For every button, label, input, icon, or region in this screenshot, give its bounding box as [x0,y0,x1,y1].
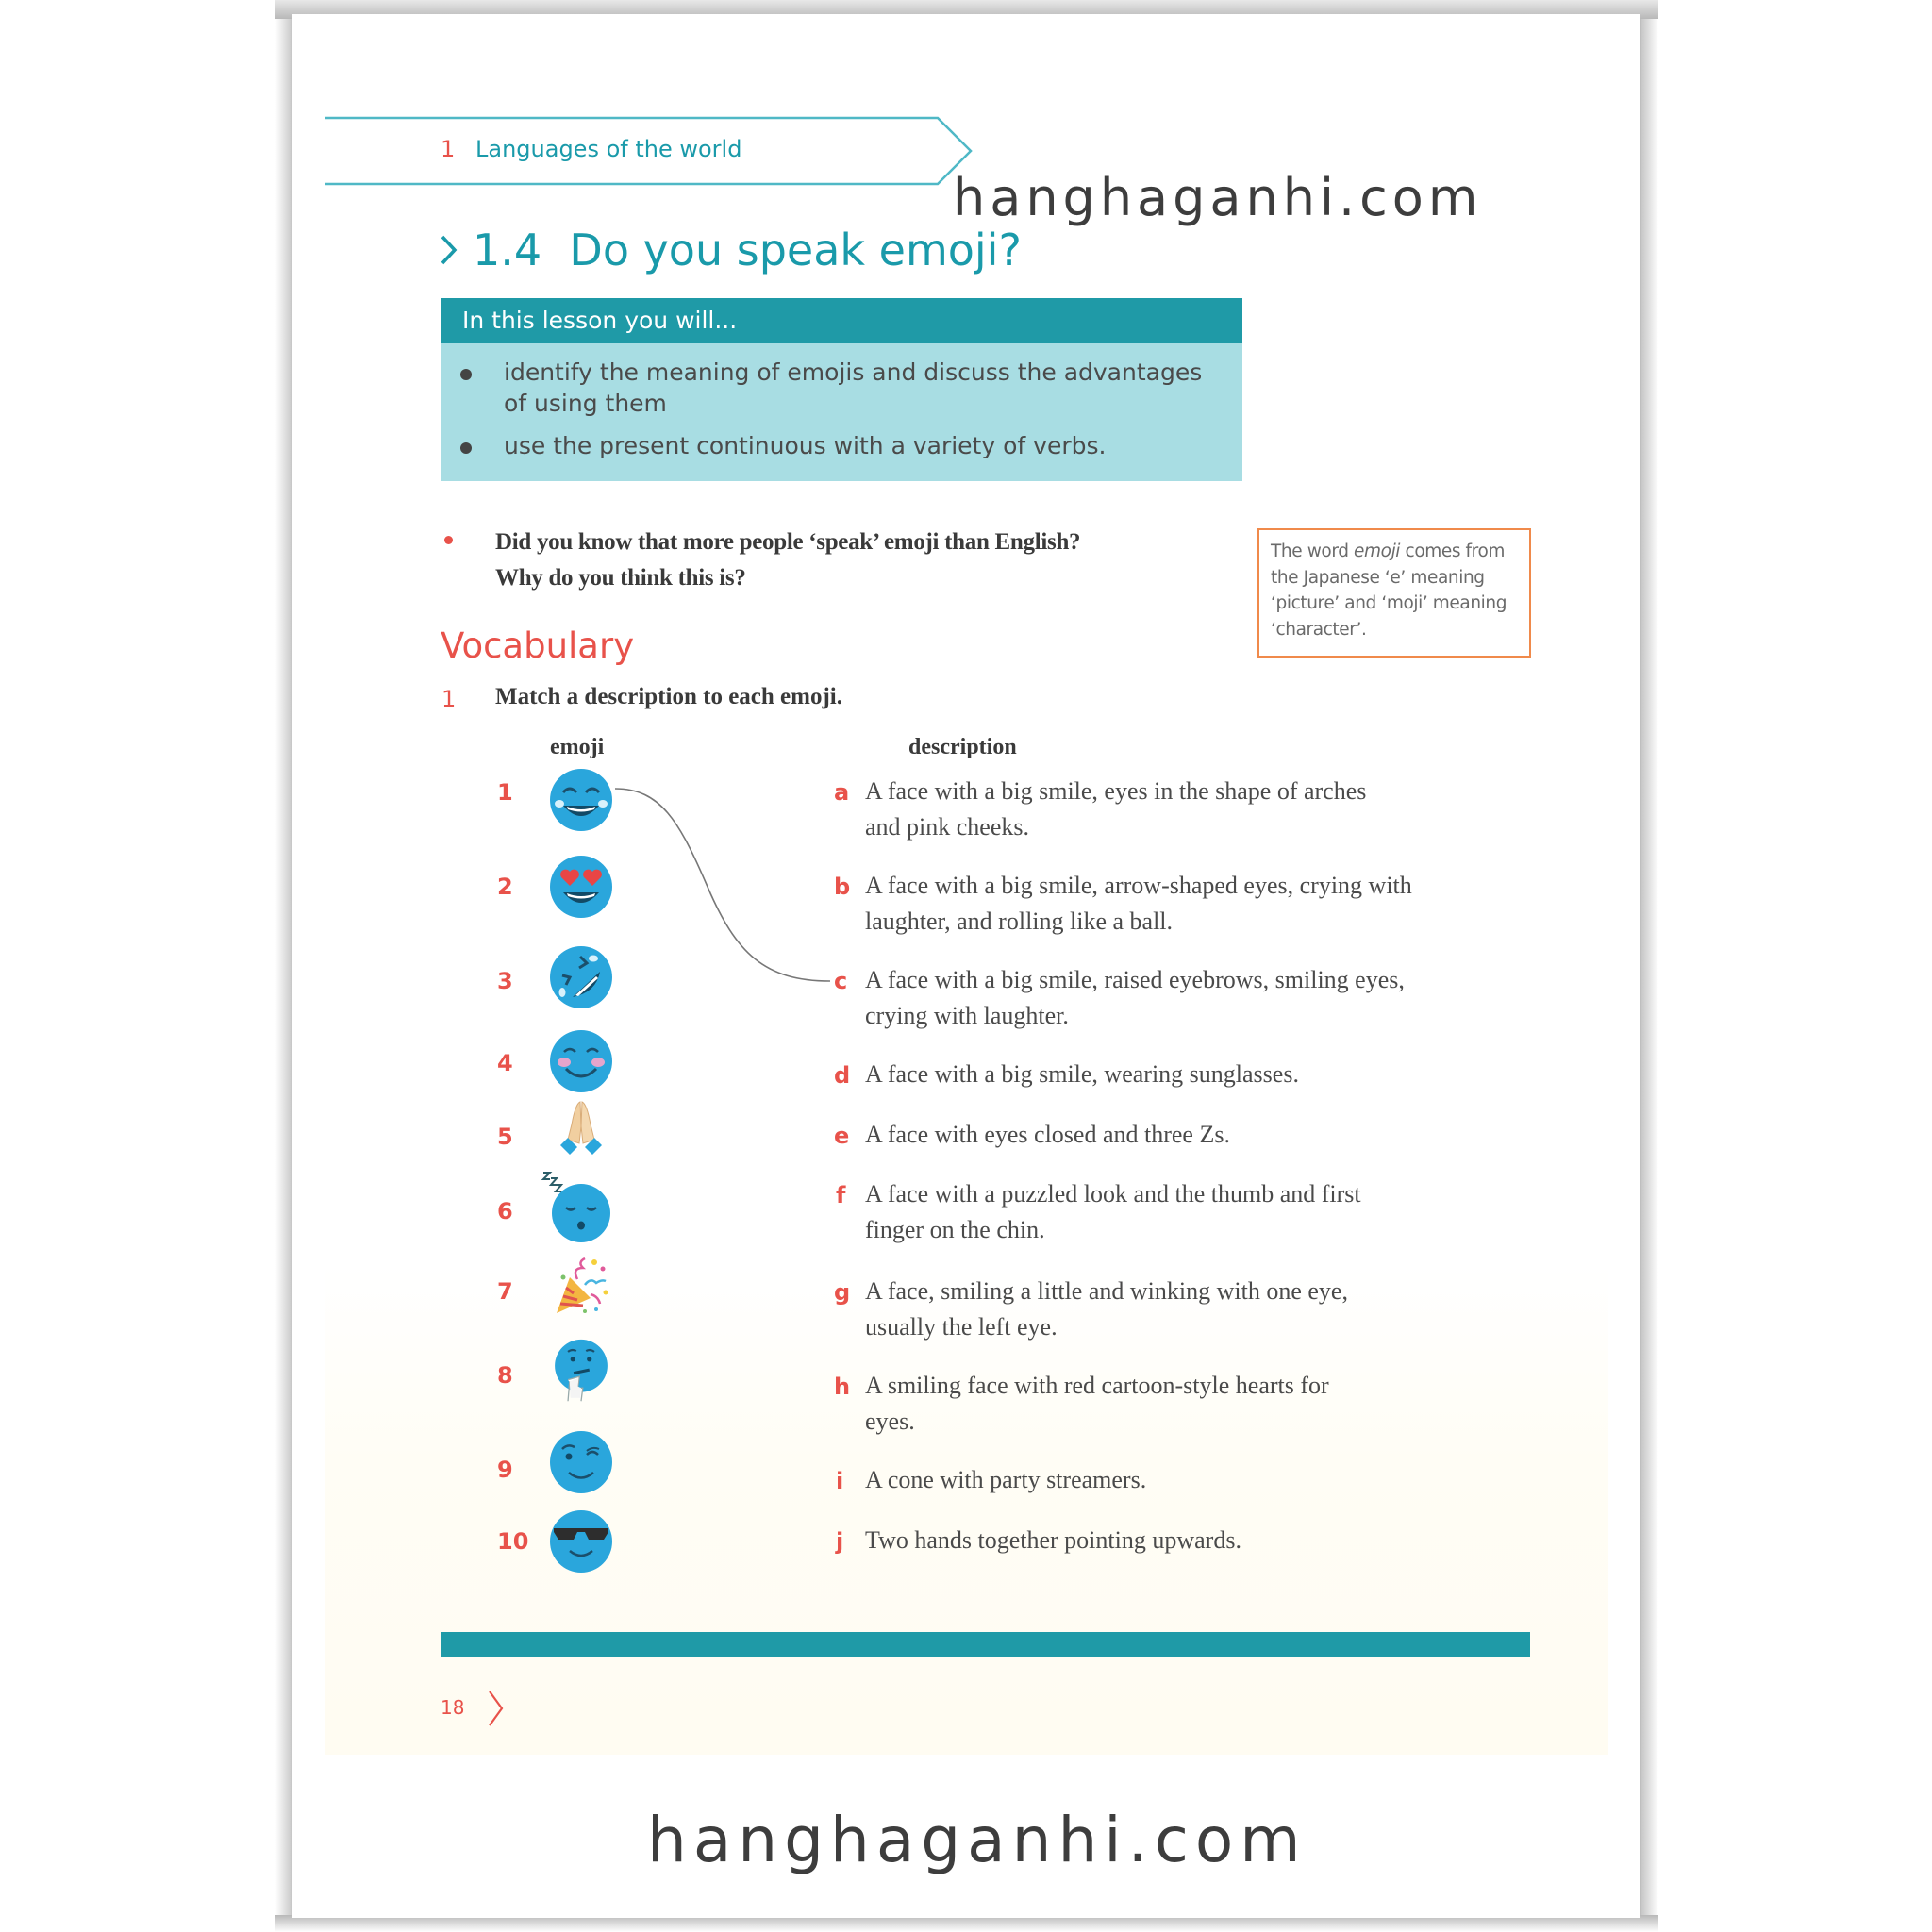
description-text: A face, smiling a little and winking with one eye, usually the left eye. [865,1277,1348,1341]
description-letter: f [836,1182,846,1208]
emoji-number: 1 [497,779,513,806]
note-emphasis: emoji [1354,541,1401,561]
winking-face-icon [549,1430,613,1494]
bullet-icon [444,536,453,544]
footer-bar [441,1632,1530,1657]
warmup-line-2: Why do you think this is? [495,565,746,591]
smiling-face-pink-cheeks-icon [549,1029,613,1093]
chapter-title: Languages of the world [475,136,742,162]
chapter-number: 1 [441,136,456,162]
face-with-tears-of-joy-icon [549,768,613,832]
warmup-question [495,525,1080,596]
emoji-number: 7 [497,1278,513,1305]
thinking-face-icon [549,1339,613,1403]
exercise-number: 1 [441,686,457,712]
chevron-right-icon [439,231,459,269]
description-text: Two hands together pointing upwards. [865,1526,1241,1554]
description-letter: a [834,779,850,806]
emoji-number: 6 [497,1198,513,1224]
example-match-line [613,783,840,986]
description-letter: e [834,1123,850,1149]
aims-heading: In this lesson you will... [441,298,1242,343]
watermark-top: hanghaganhi.com [953,168,1483,227]
aim-text: identify the meaning of emojis and discuss the advantages of using them [504,358,1203,417]
description-letter: h [834,1374,851,1400]
watermark-bottom: hanghaganhi.com [647,1804,1307,1876]
bullet-icon [460,442,472,454]
description-text: A face with a big smile, eyes in the shape of arches and pink cheeks. [865,777,1367,841]
sunglasses-face-icon [549,1509,613,1574]
lesson-title [439,225,1022,275]
emoji-number: 9 [497,1457,513,1483]
warmup-line-1: Did you know that more people ‘speak’ emoji than English? [495,529,1081,555]
description-letter: j [836,1528,844,1555]
emoji-number: 2 [497,874,513,900]
aims-list [441,343,1242,481]
heart-eyes-face-icon [549,855,613,919]
bullet-icon [460,369,472,380]
note-text: comes from the Japanese ‘e’ meaning ‘picture’ and ‘moji’ meaning ‘character’. [1271,541,1507,640]
emoji-number: 5 [497,1124,513,1150]
description-letter: d [834,1062,851,1089]
description-text: A face with a big smile, wearing sunglasses. [865,1060,1299,1088]
emoji-number: 3 [497,968,513,994]
exercise-instruction: Match a description to each emoji. [495,684,842,709]
vocabulary-heading: Vocabulary [441,625,635,666]
description-text: A face with a big smile, raised eyebrows, smiling eyes, crying with laughter. [865,966,1405,1029]
page-number: 18 [441,1696,465,1719]
note-box [1257,528,1531,658]
emoji-column-header: emoji [550,735,605,759]
description-text: A smiling face with red cartoon-style hearts for eyes. [865,1372,1329,1435]
description-letter: i [836,1468,844,1494]
folded-hands-icon [549,1098,613,1162]
emoji-number: 10 [497,1528,529,1555]
note-text: The word [1271,541,1355,561]
chevron-right-icon [487,1689,506,1728]
description-text: A face with eyes closed and three Zs. [865,1121,1230,1148]
description-column-header: description [908,735,1017,759]
lesson-title-text: 1.4 Do you speak emoji? [473,225,1022,275]
rolling-laughing-face-icon [549,945,613,1009]
description-text: A cone with party streamers. [865,1466,1147,1493]
description-text: A face with a big smile, arrow-shaped eyes, crying with laughter, and rolling like a ball. [865,872,1412,935]
emoji-number: 8 [497,1362,513,1389]
zzz-icon [541,1170,570,1198]
emoji-number: 4 [497,1050,513,1076]
description-letter: c [834,968,848,994]
description-letter: g [834,1279,851,1306]
aim-text: use the present continuous with a variety of verbs. [504,432,1107,459]
party-popper-icon [549,1255,613,1319]
description-text: A face with a puzzled look and the thumb and first finger on the chin. [865,1180,1361,1243]
description-letter: b [834,874,851,900]
